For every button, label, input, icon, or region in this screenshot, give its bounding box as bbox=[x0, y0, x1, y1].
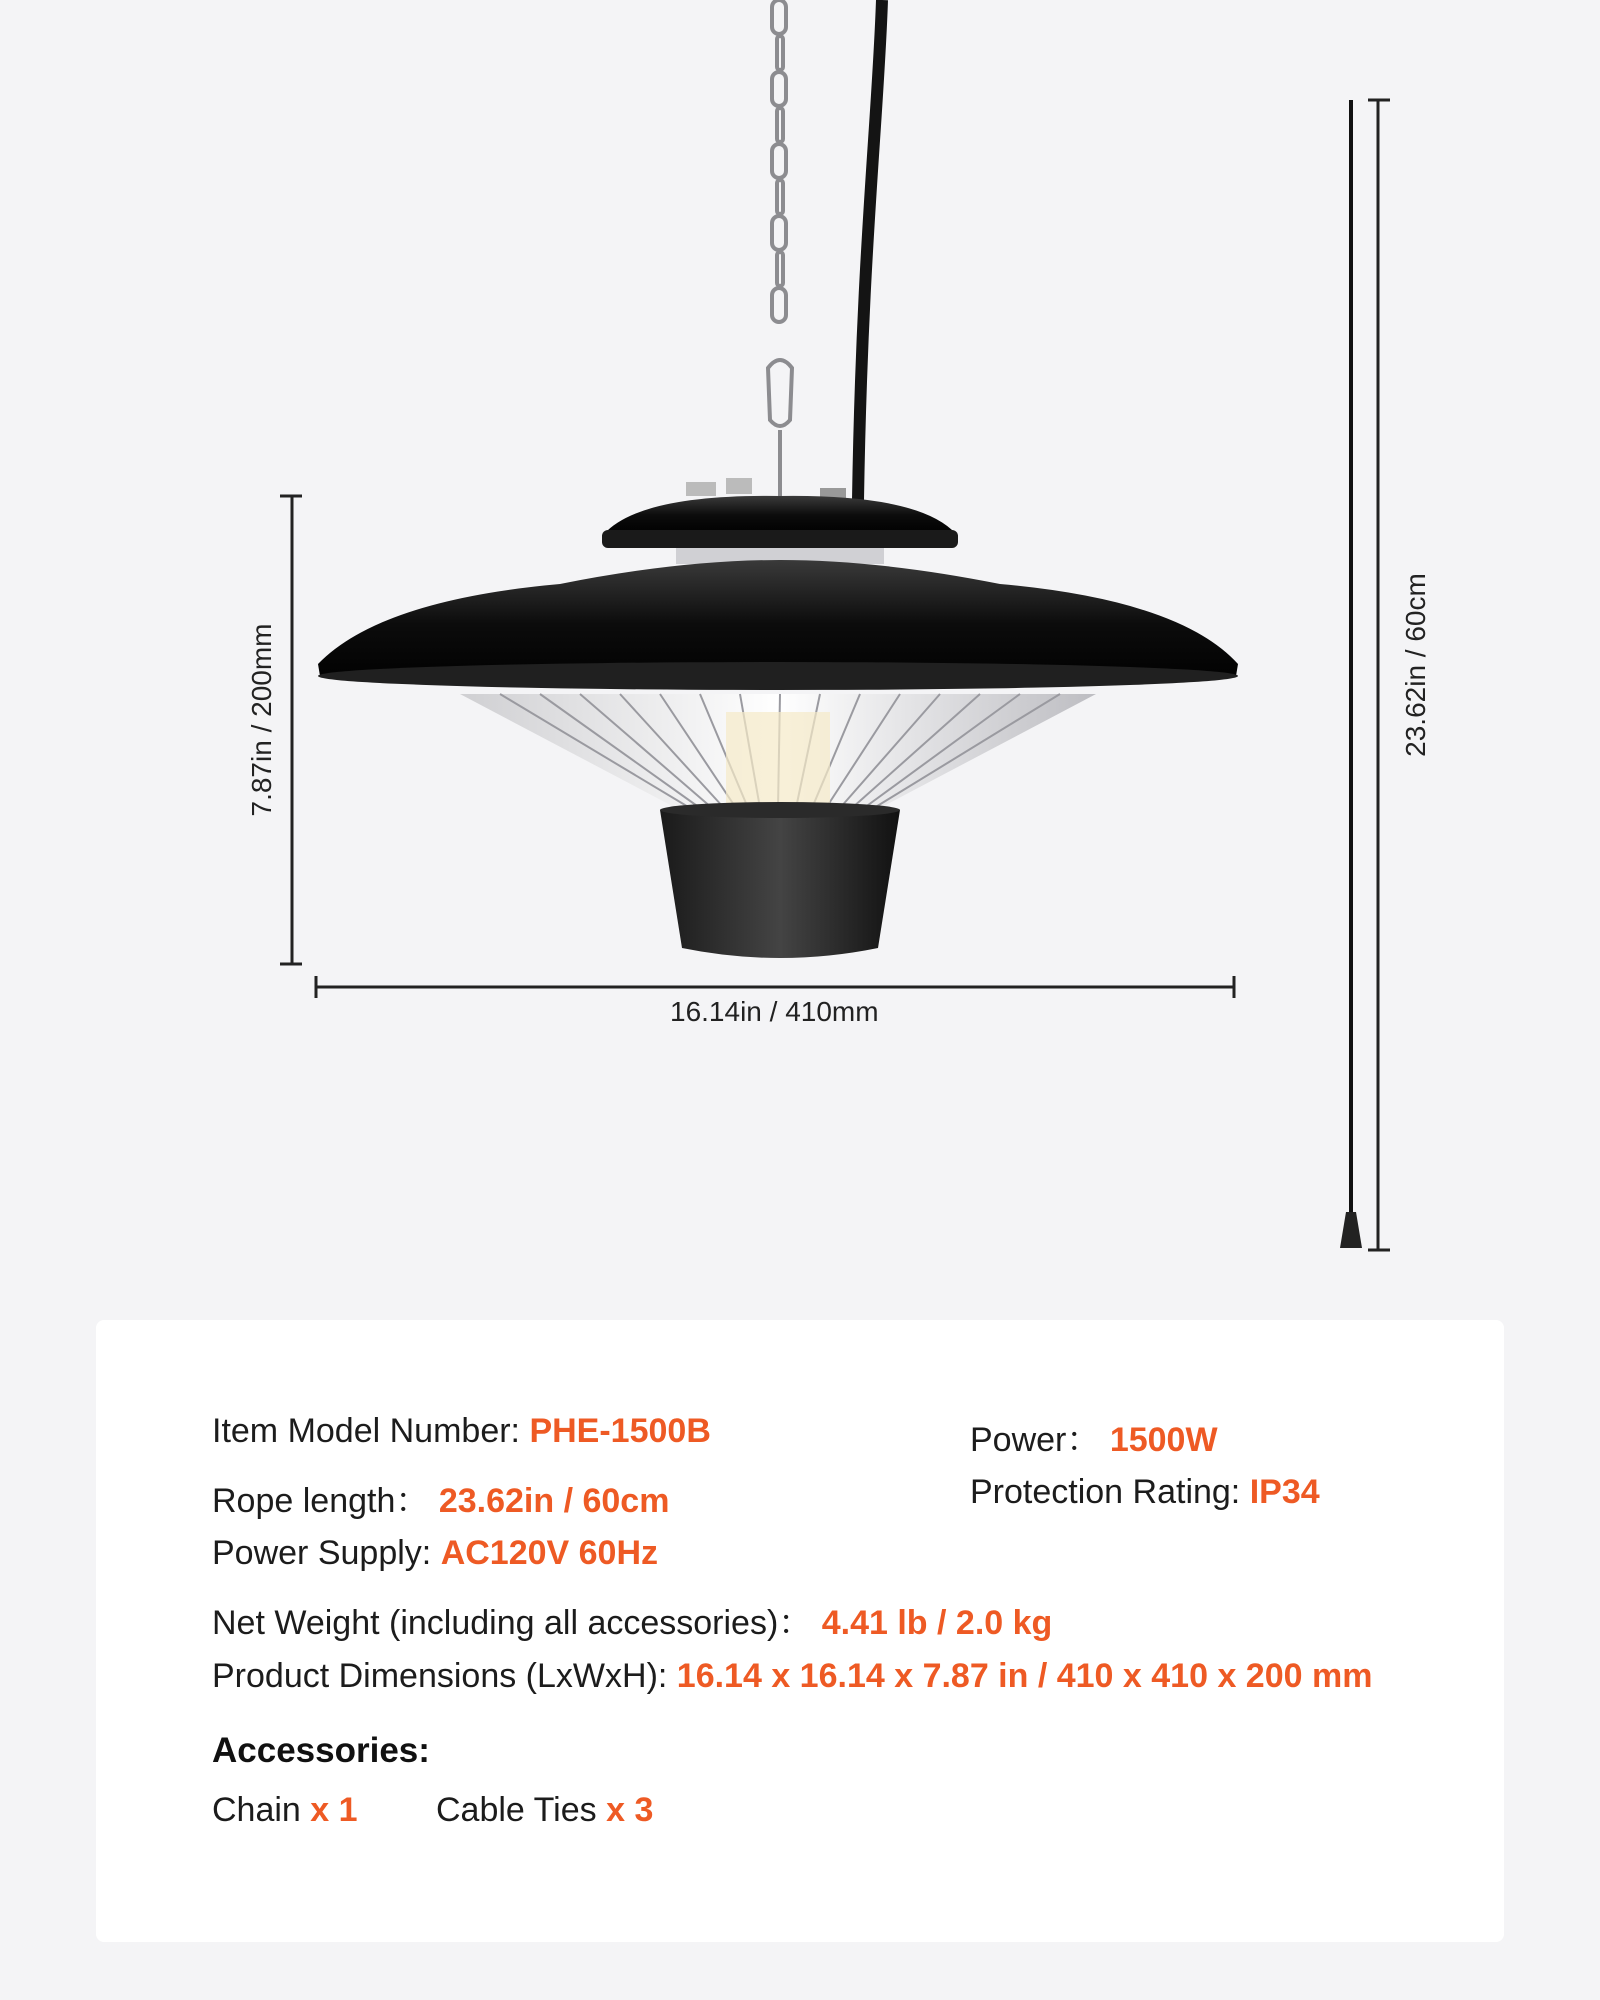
heater-base bbox=[660, 810, 900, 958]
power-cord bbox=[858, 0, 882, 500]
spec-card bbox=[96, 1320, 1504, 1942]
spec-supply bbox=[212, 1534, 658, 1573]
spec-rope bbox=[212, 1473, 669, 1522]
spec-weight bbox=[212, 1595, 1052, 1644]
spec-protection-value: IP34 bbox=[1249, 1473, 1320, 1511]
spec-protection-label: Protection Rating: bbox=[970, 1473, 1241, 1511]
rope-dimension-label: 23.62in / 60cm bbox=[1400, 573, 1431, 757]
chain bbox=[768, 0, 792, 498]
spec-supply-label: Power Supply: bbox=[212, 1534, 432, 1572]
accessory-qty: x 3 bbox=[606, 1791, 654, 1829]
heater-grill bbox=[460, 694, 1096, 808]
spec-power-value: 1500W bbox=[1109, 1421, 1218, 1459]
spec-rope-value: 23.62in / 60cm bbox=[438, 1482, 670, 1520]
width-dimension-line bbox=[316, 976, 1234, 998]
spec-power bbox=[970, 1412, 1218, 1461]
spec-protection bbox=[970, 1473, 1320, 1512]
spec-supply-value: AC120V 60Hz bbox=[440, 1534, 659, 1572]
spec-dimensions-label: Product Dimensions (LxWxH): bbox=[212, 1657, 668, 1695]
spec-dimensions bbox=[212, 1657, 1372, 1696]
spec-weight-value: 4.41 lb / 2.0 kg bbox=[821, 1604, 1053, 1642]
accessory-item bbox=[436, 1791, 653, 1830]
width-dimension-label: 16.14in / 410mm bbox=[670, 996, 879, 1027]
spec-model-label: Item Model Number: bbox=[212, 1412, 520, 1450]
height-dimension-line bbox=[280, 496, 302, 964]
height-dimension-label: 7.87in / 200mm bbox=[246, 623, 277, 817]
spec-weight-label: Net Weight (including all accessories)： bbox=[212, 1604, 813, 1642]
spec-power-label: Power： bbox=[970, 1421, 1101, 1459]
accessories-title: Accessories: bbox=[212, 1731, 430, 1770]
accessory-qty: x 1 bbox=[310, 1791, 358, 1829]
spec-model-value: PHE-1500B bbox=[529, 1412, 711, 1450]
accessory-item bbox=[212, 1791, 358, 1830]
spec-rope-label: Rope length： bbox=[212, 1482, 430, 1520]
accessory-name: Chain bbox=[212, 1791, 301, 1829]
rope-dimension-line bbox=[1368, 100, 1390, 1250]
pull-cord bbox=[1340, 100, 1362, 1248]
accessory-name: Cable Ties bbox=[436, 1791, 597, 1829]
spec-model bbox=[212, 1412, 711, 1451]
spec-dimensions-value: 16.14 x 16.14 x 7.87 in / 410 x 410 x 200 mm bbox=[676, 1657, 1373, 1695]
